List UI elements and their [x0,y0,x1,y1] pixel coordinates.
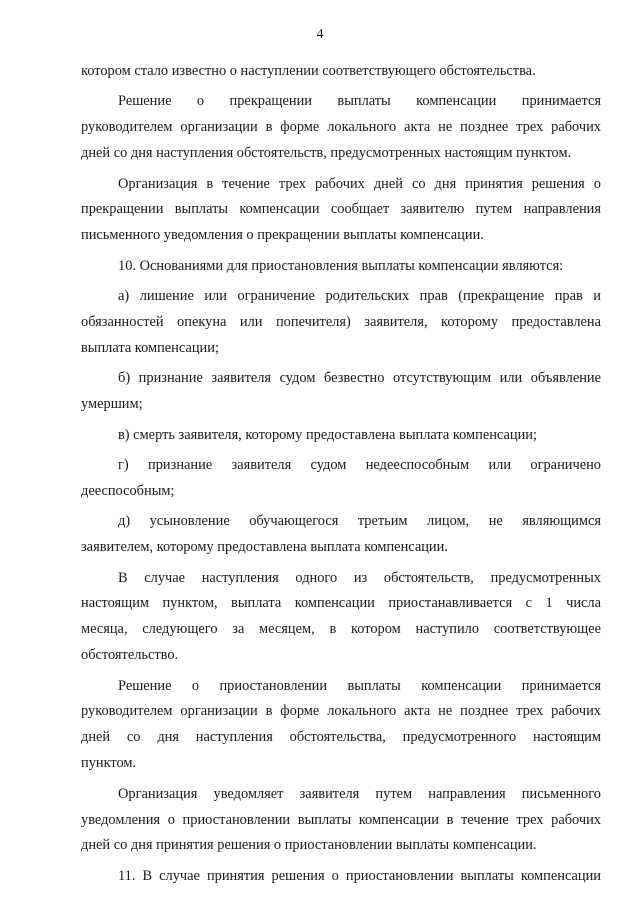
text-line: письменного уведомления о прекращении выплаты компенсации. [81,227,484,244]
text-line: дней со дня наступления обстоятельств, предусмотренных настоящим пунктом. [81,145,572,162]
text-line: уведомления о приостановлении выплаты компенсации в течение трех рабочих [81,811,601,828]
text-line: в) смерть заявителя, которому предоставлена выплата компенсации; [118,426,537,443]
text-line: руководителем организации в форме локального акта не позднее трех рабочих [81,119,601,136]
text-line: котором стало известно о наступлении соответствующего обстоятельства. [81,63,536,79]
text-line: 10. Основаниями для приостановления выплаты компенсации являются: [118,257,564,274]
paragraph [81,674,601,778]
paragraph [81,254,601,280]
text-line: г) признание заявителя судом недееспособным или ограничено [118,456,601,473]
paragraph [81,172,601,250]
paragraph [81,453,601,505]
text-line: обстоятельство. [81,647,179,664]
paragraph [81,423,601,449]
page-number: 4 [316,27,324,42]
text-line: б) признание заявителя судом безвестно отсутствующим или объявление [118,370,601,387]
document-body [81,59,601,890]
text-line: обязанностей опекуна или попечителя) заявителя, которому предоставлена [81,314,601,331]
paragraph [81,566,601,670]
text-line: дней со дня наступления обстоятельства, предусмотренного настоящим [81,729,601,746]
text-line: прекращении выплаты компенсации сообщает заявителю путем направления [81,201,601,218]
paragraph [81,284,601,362]
text-line: месяца, следующего за месяцем, в котором наступило соответствующее [81,621,601,638]
text-line: Решение о приостановлении выплаты компенсации принимается [118,677,601,694]
text-line: умершим; [81,396,143,413]
paragraph [81,864,601,890]
text-line: заявителем, которому предоставлена выплата компенсации. [81,539,448,556]
paragraph [81,89,601,167]
text-line: 11. В случае принятия решения о приостановлении выплаты компенсации [118,867,601,884]
text-line: настоящим пунктом, выплата компенсации приостанавливается с 1 числа [81,595,601,612]
paragraph [81,366,601,418]
text-line: Организация в течение трех рабочих дней со дня принятия решения о [118,175,601,192]
text-line: руководителем организации в форме локального акта не позднее трех рабочих [81,703,601,720]
text-line: дееспособным; [81,482,175,499]
text-line: Решение о прекращении выплаты компенсации принимается [118,93,601,110]
text-line: пунктом. [81,755,137,772]
paragraph [81,59,601,85]
text-line: Организация уведомляет заявителя путем направления письменного [118,785,601,802]
text-line: а) лишение или ограничение родительских прав (прекращение прав и [118,288,601,305]
text-line: В случае наступления одного из обстоятельств, предусмотренных [118,569,601,586]
paragraph [81,782,601,860]
text-line: выплата компенсации; [81,339,219,356]
text-line: д) усыновление обучающегося третьим лицом, не являющимся [118,513,601,530]
paragraph [81,509,601,561]
text-line: дней со дня принятия решения о приостановлении выплаты компенсации. [81,837,537,854]
